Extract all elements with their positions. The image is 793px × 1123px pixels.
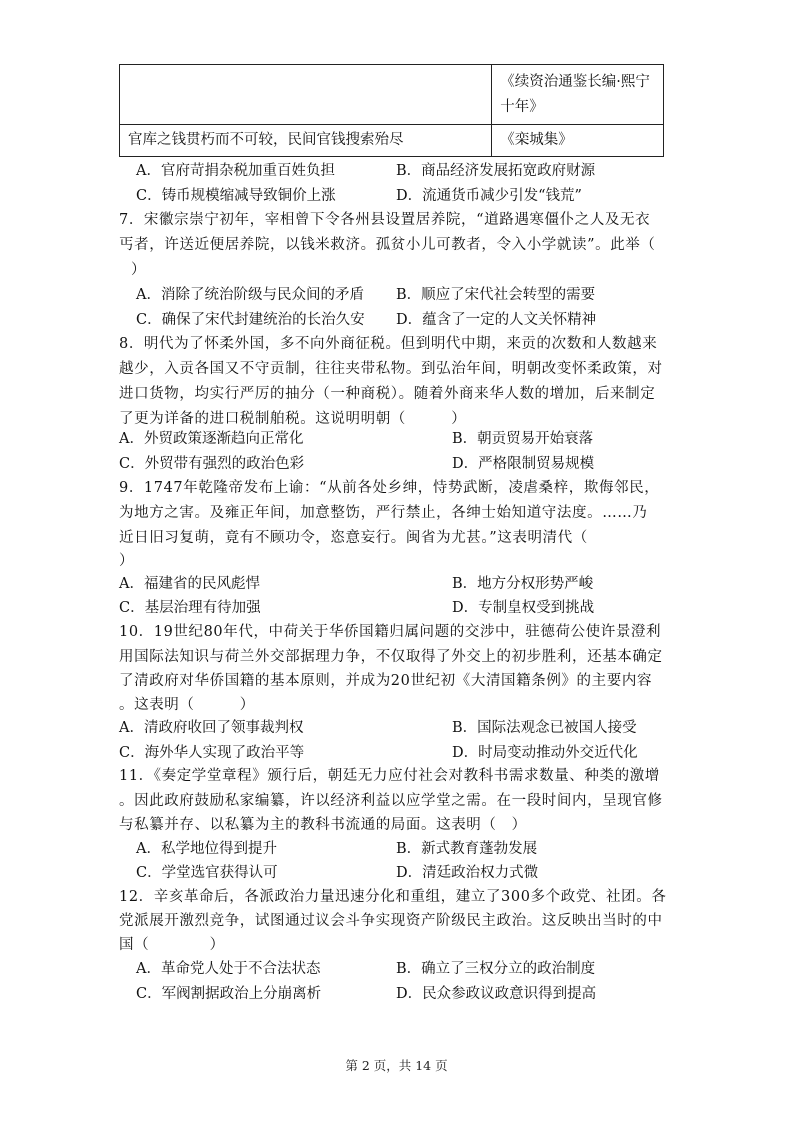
q7-stem-line: ）: [131, 262, 147, 278]
q12-option-d: D．民众参政议政意识得到提高: [396, 986, 597, 1002]
q8-option-b: B．朝贡贸易开始衰落: [452, 431, 594, 447]
q9-option-d: D．专制皇权受到挑战: [452, 600, 595, 616]
q9-stem-line: 近日旧习复萌，竟有不顾功令，恣意妄行。闽省为尤甚。”这表明清代（: [119, 530, 588, 546]
q7-stem-line: 7．宋徽宗崇宁初年，宰相曾下令各州县设置居养院，“道路遇寒僵仆之人及无衣: [119, 212, 651, 228]
q9-stem-line: 9．1747年乾隆帝发布上谕：“从前各处乡绅，恃势武断，凌虐桑梓，欺侮邻民，: [119, 480, 660, 496]
q10-stem-line: 了清政府对华侨国籍的基本原则，并成为20世纪初《大清国籍条例》的主要内容: [119, 673, 653, 689]
q9-option-a: A．福建省的民风彪悍: [119, 576, 260, 592]
q6-option-a: A．官府苛捐杂税加重百姓负担: [136, 163, 335, 179]
q10-option-b: B．国际法观念已被国人接受: [452, 720, 637, 736]
q8-stem-line: 8．明代为了怀柔外国，多不向外商征税。但到明代中期，来贡的次数和人数越来: [119, 336, 658, 352]
q12-option-b: B．确立了三权分立的政治制度: [396, 961, 596, 977]
q10-option-c: C．海外华人实现了政治平等: [119, 745, 305, 761]
q11-option-d: D．清廷政治权力式微: [396, 865, 539, 881]
q9-stem-line: ）: [119, 553, 135, 569]
q7-option-c: C．确保了宋代封建统治的长治久安: [136, 312, 365, 328]
q7-stem-line: 丐者，许送近便居养院，以钱米救济。孤贫小儿可教者，令入小学就读”。此举（: [119, 237, 656, 253]
q10-option-a: A．清政府收回了领事裁判权: [119, 720, 304, 736]
q8-stem-line: 越少，入贡各国又不守贡制，往往夹带私物。到弘治年间，明朝改变怀柔政策，对: [119, 361, 663, 377]
q6-option-b: B．商品经济发展拓宽政府财源: [396, 163, 596, 179]
q11-option-c: C．学堂选官获得认可: [136, 865, 278, 881]
q12-stem-line: 国（ ）: [119, 937, 225, 953]
q11-option-a: A．私学地位得到提升: [136, 841, 277, 857]
table-cell-source: 《栾城集》: [492, 125, 664, 157]
q10-stem-line: 10．19世纪80年代，中荷关于华侨国籍归属问题的交涉中，驻德荷公使许景澄利: [119, 624, 662, 640]
q7-option-d: D．蕴含了一定的人文关怀精神: [396, 312, 597, 328]
table-row: [120, 125, 664, 157]
q9-option-c: C．基层治理有待加强: [119, 600, 261, 616]
q9-option-b: B．地方分权形势严峻: [452, 576, 594, 592]
page-number-footer: 第 2 页，共 14 页: [345, 1058, 448, 1073]
q12-stem-line: 12．辛亥革命后，各派政治力量迅速分化和重组，建立了300多个政党、社团。各: [119, 889, 667, 905]
source-table: [119, 64, 664, 157]
q11-stem-line: 。因此政府鼓励私家编纂，许以经济利益以应学堂之需。在一段时间内，呈现官修: [119, 793, 663, 809]
q10-stem-line: 用国际法知识与荷兰外交部据理力争，不仅取得了外交上的初步胜利，还基本确定: [119, 649, 663, 665]
q10-option-d: D．时局变动推动外交近代化: [452, 745, 638, 761]
q6-option-d: D．流通货币减少引发“钱荒”: [396, 188, 582, 204]
q12-option-c: C．军阀割据政治上分崩离析: [136, 986, 322, 1002]
table-cell-text: [120, 65, 492, 125]
q8-stem-line: 了更为详备的进口税制舶税。这说明明朝（ ）: [119, 411, 467, 427]
q7-option-a: A．消除了统治阶级与民众间的矛盾: [136, 287, 364, 303]
q12-option-a: A．革命党人处于不合法状态: [136, 961, 321, 977]
q8-option-a: A．外贸政策逐渐趋向正常化: [119, 431, 304, 447]
table-cell-source: 《续资治通鉴长编·熙宁十年》: [492, 65, 664, 125]
q8-option-d: D．严格限制贸易规模: [452, 456, 595, 472]
q11-option-b: B．新式教育蓬勃发展: [396, 841, 538, 857]
q8-stem-line: 进口货物，均实行严厉的抽分（一种商税）。随着外商来华人数的增加，后来制定: [119, 386, 656, 402]
q9-stem-line: 为地方之害。及雍正年间，加意整饬，严行禁止，各绅士始知道守法度。……乃: [119, 505, 648, 521]
q11-stem-line: 11．《奏定学堂章程》颁行后，朝廷无力应付社会对教科书需求数量、种类的激增: [119, 768, 660, 784]
q12-stem-line: 党派展开激烈竞争，试图通过议会斗争实现资产阶级民主政治。这反映出当时的中: [119, 913, 663, 929]
table-row: [120, 65, 664, 125]
q8-option-c: C．外贸带有强烈的政治色彩: [119, 456, 305, 472]
q6-option-c: C．铸币规模缩减导致铜价上涨: [136, 188, 336, 204]
table-cell-text: 官库之钱贯朽而不可较，民间官钱搜索殆尽: [120, 125, 492, 157]
q11-stem-line: 与私纂并存、以私纂为主的教科书流通的局面。这表明（ ）: [119, 817, 527, 833]
q7-option-b: B．顺应了宋代社会转型的需要: [396, 287, 596, 303]
q10-stem-line: 。这表明（ ）: [119, 697, 255, 713]
